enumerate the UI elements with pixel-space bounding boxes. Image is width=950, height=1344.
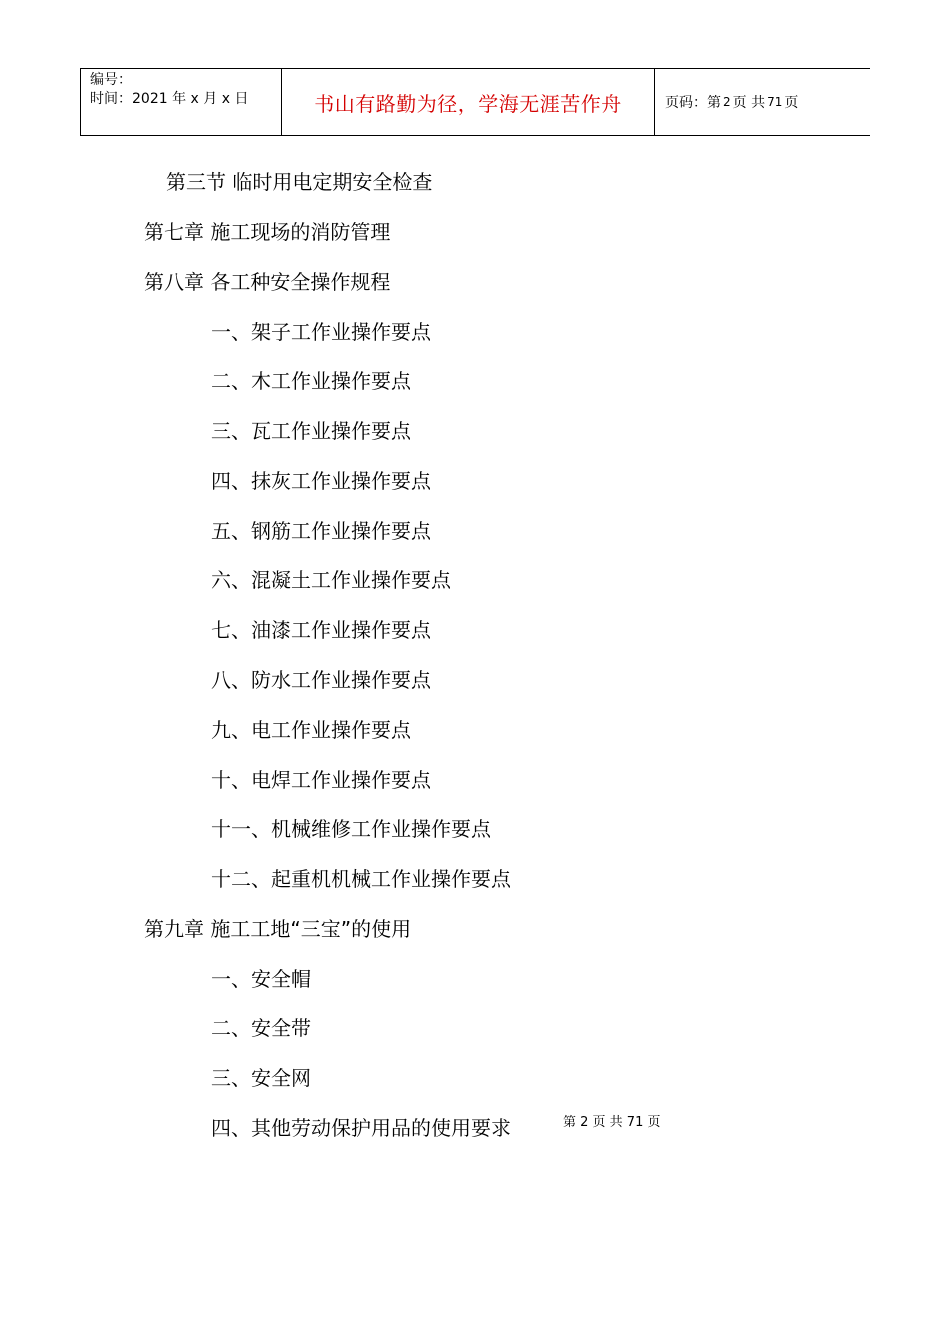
- toc-entry: 十、电焊工作业操作要点: [211, 768, 431, 792]
- toc-entry: 六、混凝土工作业操作要点: [211, 568, 451, 592]
- toc-entry: 四、其他劳动保护用品的使用要求: [211, 1116, 511, 1140]
- header-page-cell: [655, 69, 870, 135]
- time-label: 时间：2021 年 x 月 x 日: [90, 91, 249, 107]
- toc-entry: 五、钢筋工作业操作要点: [211, 519, 431, 543]
- toc-entry: 八、防水工作业操作要点: [211, 668, 431, 692]
- toc-entry: 第八章 各工种安全操作规程: [144, 270, 391, 294]
- motto-text: 书山有路勤为径，学海无涯苦作舟: [314, 91, 622, 116]
- toc-entry: 三、瓦工作业操作要点: [211, 419, 411, 443]
- page-prefix: 页码：第: [665, 95, 721, 111]
- header-motto-cell: [282, 69, 655, 135]
- page-mid: 页 共: [732, 95, 766, 111]
- header-meta-cell: [81, 69, 282, 135]
- toc-entry: 二、木工作业操作要点: [211, 369, 411, 393]
- toc-entry: 第七章 施工现场的消防管理: [144, 220, 391, 244]
- page-number-footer: 第 2 页 共 71 页: [563, 1115, 661, 1130]
- toc-entry: 三、安全网: [211, 1066, 311, 1090]
- toc-entry: 九、电工作业操作要点: [211, 718, 411, 742]
- toc-entry: 七、油漆工作业操作要点: [211, 618, 431, 642]
- header-table: [80, 68, 870, 136]
- toc-entry: 一、架子工作业操作要点: [211, 320, 431, 344]
- toc-entry: 二、安全带: [211, 1016, 311, 1040]
- number-label: 编号：: [90, 72, 132, 88]
- page-current: 2: [723, 95, 731, 109]
- toc-entry: 一、安全帽: [211, 967, 311, 991]
- page-total: 71: [767, 95, 783, 109]
- toc-entry: 第三节 临时用电定期安全检查: [166, 170, 433, 194]
- toc-entry: 十二、起重机机械工作业操作要点: [211, 867, 511, 891]
- toc-entry: 十一、机械维修工作业操作要点: [211, 817, 491, 841]
- toc-entry: 第九章 施工工地“三宝”的使用: [144, 917, 412, 941]
- page-suffix: 页: [784, 95, 799, 111]
- toc-entry: 四、抹灰工作业操作要点: [211, 469, 431, 493]
